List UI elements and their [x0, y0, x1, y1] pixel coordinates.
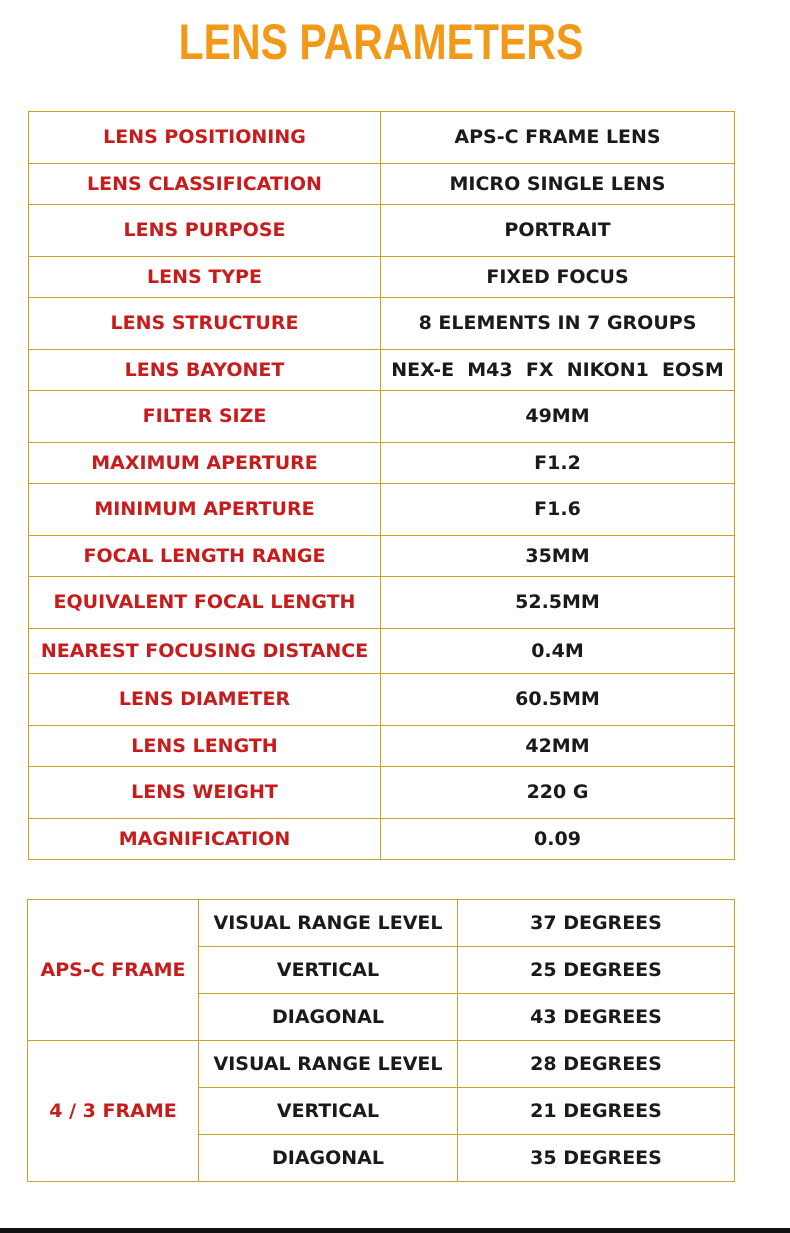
parameter-label: LENS STRUCTURE [29, 298, 381, 350]
frame-label: APS-C FRAME [28, 900, 199, 1041]
parameter-label: MAXIMUM APERTURE [29, 443, 381, 484]
parameter-value: 42MM [381, 726, 735, 767]
fov-label: VERTICAL [199, 947, 458, 994]
parameter-row [29, 577, 735, 629]
parameter-value: 52.5MM [381, 577, 735, 629]
parameter-value: 220 G [381, 767, 735, 819]
parameter-label: MINIMUM APERTURE [29, 484, 381, 536]
parameter-label: EQUIVALENT FOCAL LENGTH [29, 577, 381, 629]
fov-value: 35 DEGREES [458, 1135, 735, 1182]
parameter-row [29, 767, 735, 819]
parameter-label: LENS LENGTH [29, 726, 381, 767]
fov-label: DIAGONAL [199, 1135, 458, 1182]
fov-label: VISUAL RANGE LEVEL [199, 1041, 458, 1088]
parameter-row [29, 484, 735, 536]
frame-label: 4 / 3 FRAME [28, 1041, 199, 1182]
parameter-label: LENS WEIGHT [29, 767, 381, 819]
fov-value: 25 DEGREES [458, 947, 735, 994]
parameter-row [29, 674, 735, 726]
parameter-value: FIXED FOCUS [381, 257, 735, 298]
parameter-value: NEX-E M43 FX NIKON1 EOSM [381, 350, 735, 391]
parameter-value: APS-C FRAME LENS [381, 112, 735, 164]
fov-value: 37 DEGREES [458, 900, 735, 947]
parameter-value: PORTRAIT [381, 205, 735, 257]
parameter-label: NEAREST FOCUSING DISTANCE [29, 629, 381, 674]
bottom-divider [0, 1228, 790, 1233]
parameter-value: 35MM [381, 536, 735, 577]
parameter-row [29, 726, 735, 767]
parameter-row [29, 205, 735, 257]
parameter-value: 49MM [381, 391, 735, 443]
parameter-row [29, 164, 735, 205]
parameter-label: MAGNIFICATION [29, 819, 381, 860]
parameter-value: F1.2 [381, 443, 735, 484]
page-title: LENS PARAMETERS [178, 14, 584, 70]
parameter-label: LENS TYPE [29, 257, 381, 298]
parameter-row [29, 443, 735, 484]
fov-row [28, 900, 735, 947]
parameter-label: LENS PURPOSE [29, 205, 381, 257]
fov-value: 21 DEGREES [458, 1088, 735, 1135]
fov-label: DIAGONAL [199, 994, 458, 1041]
field-of-view-table [27, 899, 735, 1182]
fov-label: VERTICAL [199, 1088, 458, 1135]
parameter-value: 0.4M [381, 629, 735, 674]
parameter-label: FOCAL LENGTH RANGE [29, 536, 381, 577]
parameter-label: LENS BAYONET [29, 350, 381, 391]
parameter-row [29, 350, 735, 391]
fov-value: 43 DEGREES [458, 994, 735, 1041]
fov-row [28, 1041, 735, 1088]
parameter-row [29, 112, 735, 164]
parameter-label: LENS POSITIONING [29, 112, 381, 164]
parameter-label: LENS CLASSIFICATION [29, 164, 381, 205]
parameter-label: LENS DIAMETER [29, 674, 381, 726]
parameter-label: FILTER SIZE [29, 391, 381, 443]
parameter-row [29, 391, 735, 443]
fov-value: 28 DEGREES [458, 1041, 735, 1088]
parameter-value: F1.6 [381, 484, 735, 536]
parameter-value: 8 ELEMENTS IN 7 GROUPS [381, 298, 735, 350]
parameter-row [29, 629, 735, 674]
parameter-row [29, 298, 735, 350]
parameter-value: 60.5MM [381, 674, 735, 726]
parameter-row [29, 819, 735, 860]
lens-parameters-table [28, 111, 735, 860]
parameter-value: MICRO SINGLE LENS [381, 164, 735, 205]
fov-label: VISUAL RANGE LEVEL [199, 900, 458, 947]
parameter-row [29, 536, 735, 577]
parameter-row [29, 257, 735, 298]
parameter-value: 0.09 [381, 819, 735, 860]
